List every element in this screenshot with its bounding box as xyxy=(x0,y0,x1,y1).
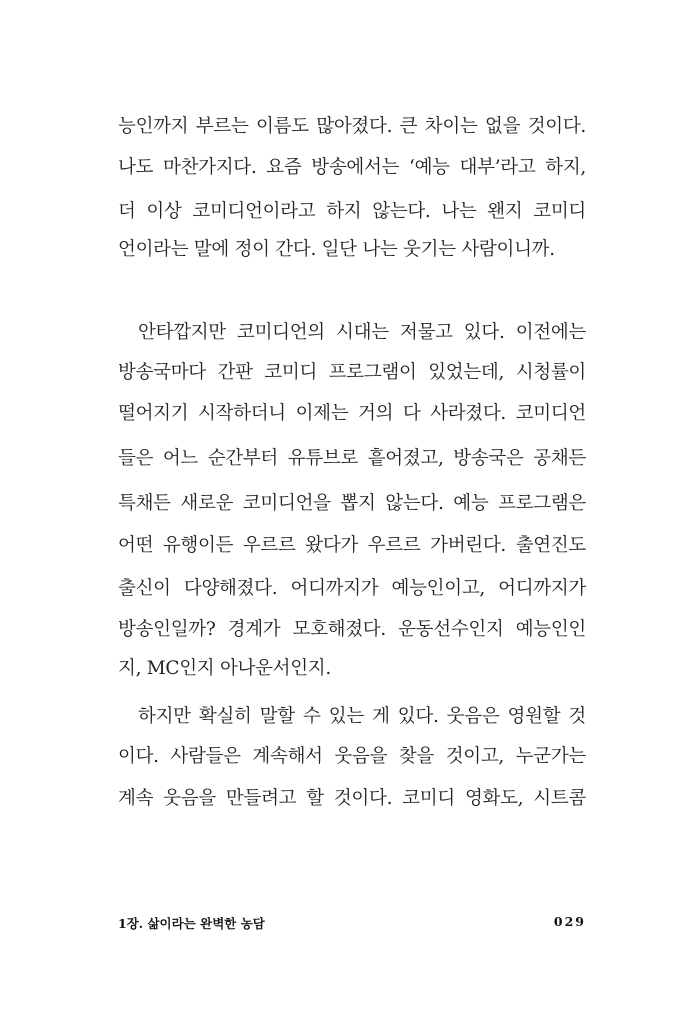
text-line: 방송국마다 간판 코미디 프로그램이 있었는데, 시청률이 xyxy=(118,362,586,383)
text-line: 계속 웃음을 만들려고 할 것이다. 코미디 영화도, 시트콤 xyxy=(118,788,586,809)
text-line: 방송인일까? 경계가 모호해졌다. 운동선수인지 예능인인 xyxy=(118,619,586,640)
text-line: 출신이 다양해졌다. 어디까지가 예능인이고, 어디까지가 xyxy=(118,578,586,599)
page-number: 029 xyxy=(553,914,586,929)
text-line: 이다. 사람들은 계속해서 웃음을 찾을 것이고, 누군가는 xyxy=(118,746,586,767)
text-line: 특채든 새로운 코미디언을 뽑지 않는다. 예능 프로그램은 xyxy=(118,493,586,514)
text-line: 하지만 확실히 말할 수 있는 게 있다. 웃음은 영원할 것 xyxy=(138,706,586,727)
text-line: 들은 어느 순간부터 유튜브로 흩어졌고, 방송국은 공채든 xyxy=(118,448,586,469)
text-line: 지, MC인지 아나운서인지. xyxy=(118,658,331,679)
text-line: 떨어지기 시작하더니 이제는 거의 다 사라졌다. 코미디언 xyxy=(118,403,586,424)
text-line: 어떤 유행이든 우르르 왔다가 우르르 가버린다. 출연진도 xyxy=(118,535,586,556)
text-line: 나도 마찬가지다. 요즘 방송에서는 ‘예능 대부’라고 하지, xyxy=(118,157,586,178)
text-line: 안타깝지만 코미디언의 시대는 저물고 있다. 이전에는 xyxy=(138,322,586,343)
text-line: 더 이상 코미디언이라고 하지 않는다. 나는 왠지 코미디 xyxy=(118,201,586,222)
text-line: 능인까지 부르는 이름도 많아졌다. 큰 차이는 없을 것이다. xyxy=(118,116,586,137)
chapter-title: 1장. 삶이라는 완벽한 농담 xyxy=(118,916,265,931)
text-line: 언이라는 말에 정이 간다. 일단 나는 웃기는 사람이니까. xyxy=(118,239,555,260)
